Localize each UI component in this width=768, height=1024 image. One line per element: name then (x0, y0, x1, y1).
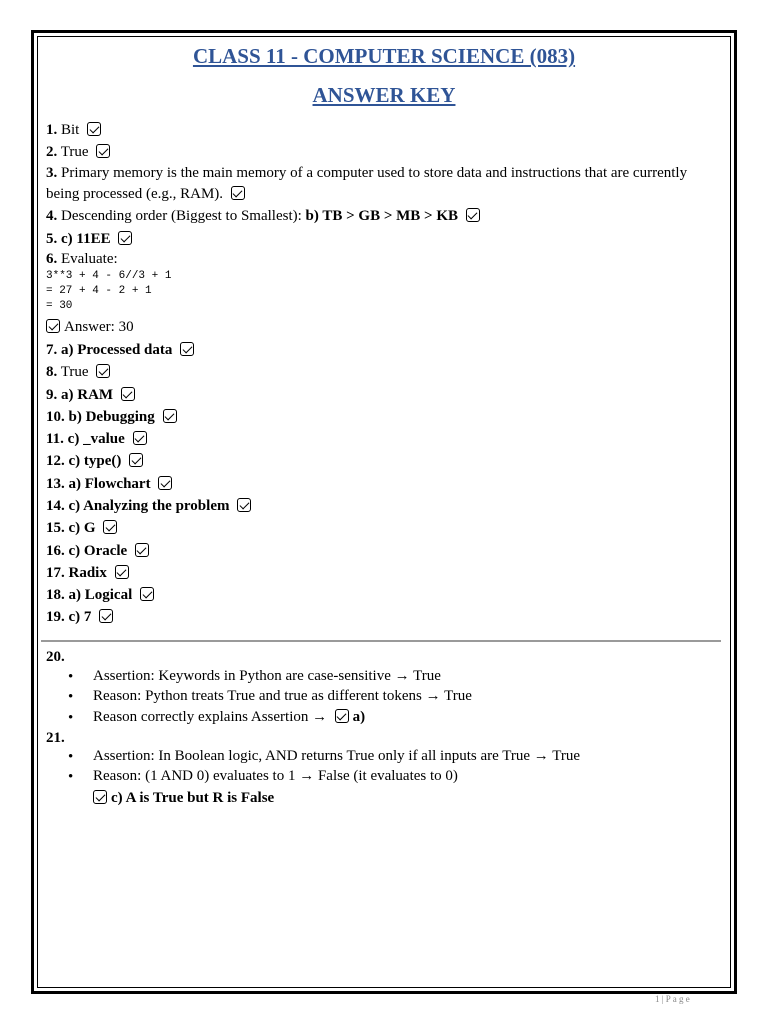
page-footer: 1 | P a g e (655, 994, 690, 1004)
answer-4: 4. Descending order (Biggest to Smallest): b) TB > GB > MB > KB (46, 207, 480, 225)
check-icon (87, 122, 101, 136)
check-icon (135, 543, 149, 557)
answer-9: 9. a) RAM (46, 386, 135, 404)
answer-14: 14. c) Analyzing the problem (46, 497, 251, 515)
answer-11: 11. c) _value (46, 430, 147, 448)
answer-13: 13. a) Flowchart (46, 475, 172, 493)
check-icon (466, 208, 480, 222)
answer-15: 15. c) G (46, 519, 117, 537)
check-icon (118, 231, 132, 245)
q21-bullet-2: Reason: (1 AND 0) evaluates to 1 → False (it evaluates to 0) (93, 768, 458, 784)
bullet-icon: • (68, 749, 74, 765)
q21-answer: c) A is True but R is False (93, 789, 274, 807)
check-icon (140, 587, 154, 601)
check-icon (46, 319, 60, 333)
bullet-icon: • (68, 710, 74, 726)
answer-2: 2. True (46, 143, 110, 161)
answer-19: 19. c) 7 (46, 608, 113, 626)
answer-1: 1. Bit (46, 121, 101, 139)
answer-16: 16. c) Oracle (46, 542, 149, 560)
check-icon (129, 453, 143, 467)
bullet-icon: • (68, 669, 74, 685)
check-icon (163, 409, 177, 423)
check-icon (93, 790, 107, 804)
page-subtitle: ANSWER KEY (312, 83, 456, 107)
q20-bullet-1: Assertion: Keywords in Python are case-sensitive → True (93, 668, 441, 684)
bullet-icon: • (68, 769, 74, 785)
check-icon (103, 520, 117, 534)
code-line-1: 3**3 + 4 - 6//3 + 1 (46, 270, 172, 282)
q21-bullet-1: Assertion: In Boolean logic, AND returns True only if all inputs are True → True (93, 748, 581, 764)
check-icon (335, 709, 349, 723)
answer-8: 8. True (46, 363, 110, 381)
q20-bullet-2: Reason: Python treats True and true as different tokens → True (93, 688, 472, 704)
bullet-icon: • (68, 689, 74, 705)
answer-17: 17. Radix (46, 564, 129, 582)
code-line-2: = 27 + 4 - 2 + 1 (46, 285, 152, 297)
answer-21-heading: 21. (46, 730, 65, 746)
check-icon (180, 342, 194, 356)
check-icon (237, 498, 251, 512)
check-icon (115, 565, 129, 579)
answer-18: 18. a) Logical (46, 586, 154, 604)
page-title: CLASS 11 - COMPUTER SCIENCE (083) (192, 44, 576, 68)
answer-7: 7. a) Processed data (46, 341, 194, 359)
check-icon (133, 431, 147, 445)
answer-3: 3. Primary memory is the main memory of a computer used to store data and instructions that are currently being processed (e.g., RAM). (46, 165, 688, 202)
check-icon (158, 476, 172, 490)
answer-20-heading: 20. (46, 649, 65, 665)
check-icon (96, 144, 110, 158)
answer-6: 6. Evaluate: (46, 251, 118, 267)
answer-5: 5. c) 11EE (46, 230, 132, 248)
check-icon (99, 609, 113, 623)
q20-bullet-3: Reason correctly explains Assertion → a) (93, 709, 366, 725)
section-divider (41, 640, 721, 642)
check-icon (231, 186, 245, 200)
check-icon (121, 387, 135, 401)
answer-12: 12. c) type() (46, 452, 143, 470)
answer-10: 10. b) Debugging (46, 408, 177, 426)
answer-6-result: Answer: 30 (46, 318, 134, 336)
code-line-3: = 30 (46, 300, 73, 312)
check-icon (96, 364, 110, 378)
